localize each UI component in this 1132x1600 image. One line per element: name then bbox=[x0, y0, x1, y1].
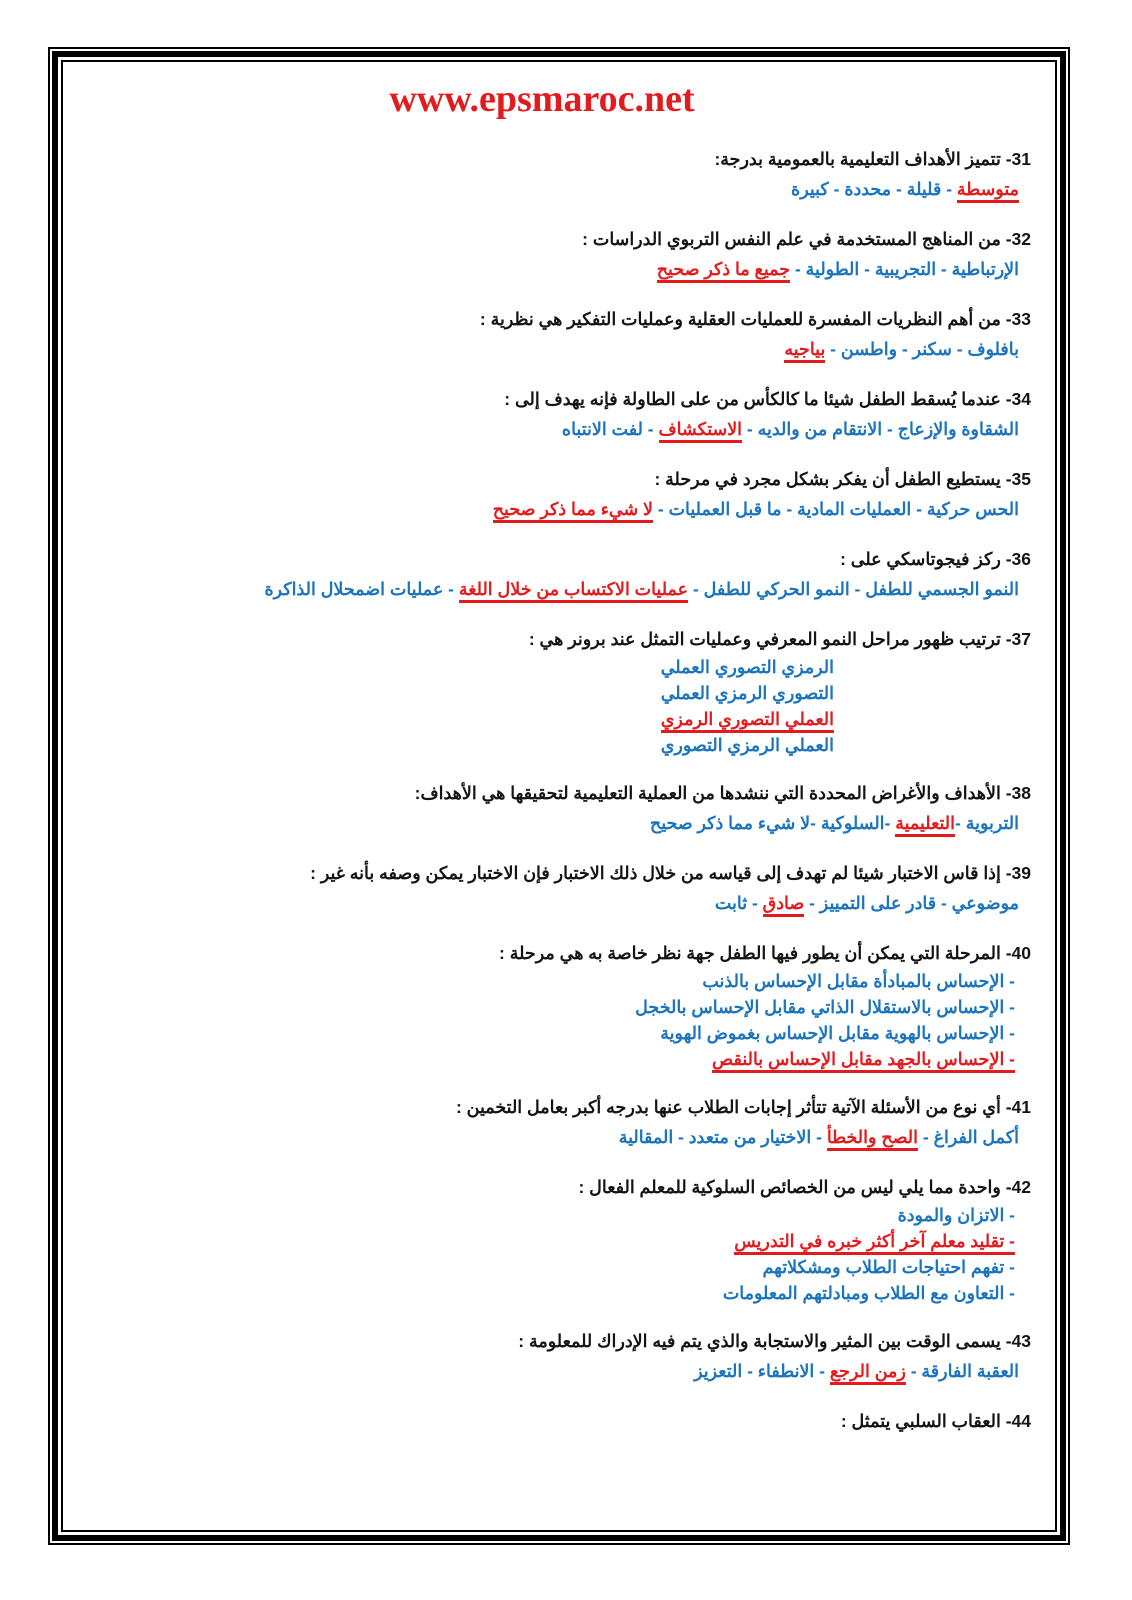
answer-option: واطسن bbox=[840, 339, 898, 359]
correct-answer: - الإحساس بالجهد مقابل الإحساس بالنقص bbox=[712, 1049, 1015, 1073]
correct-answer: لا شيء مما ذكر صحيح bbox=[493, 499, 653, 523]
answer-option: ما قبل العمليات bbox=[668, 499, 782, 519]
answer-option: بافلوف bbox=[967, 339, 1019, 359]
question-text: 31- تتميز الأهداف التعليمية بالعمومية بدرجة: bbox=[714, 149, 1031, 169]
answer-option: كبيرة bbox=[791, 179, 829, 199]
option-line bbox=[93, 654, 1031, 680]
answer-option: قليلة bbox=[906, 179, 942, 199]
correct-answer: زمن الرجع bbox=[830, 1361, 906, 1385]
option-line bbox=[93, 1046, 1031, 1072]
option-line bbox=[93, 968, 1031, 994]
page-frame-inner-line bbox=[61, 60, 1057, 1532]
answer-option: النمو الحركي للطفل bbox=[703, 579, 850, 599]
answer-option: سكنر bbox=[912, 339, 952, 359]
answer-option: - الإحساس بالمبادأة مقابل الإحساس بالذنب bbox=[702, 971, 1015, 991]
answers-line: موضوعي - قادر على التمييز - صادق - ثابت bbox=[93, 888, 1031, 918]
question-block-38 bbox=[93, 778, 1031, 838]
question-text: 39- إذا قاس الاختبار شيئا لم تهدف إلى قياسه من خلال ذلك الاختبار فإن الاختبار يمكن وصفه بأنه غير : bbox=[310, 863, 1031, 883]
correct-answer: الاستكشاف bbox=[659, 419, 743, 443]
question-block-42 bbox=[93, 1172, 1031, 1306]
question-block-39 bbox=[93, 858, 1031, 918]
answer-option: المقالية bbox=[618, 1127, 674, 1147]
page-frame-middle-line bbox=[52, 51, 1066, 1541]
correct-answer: العملي التصوري الرمزي bbox=[661, 709, 834, 733]
answer-option: - الاتزان والمودة bbox=[897, 1205, 1015, 1225]
answers-line: متوسطة - قليلة - محددة - كبيرة bbox=[93, 174, 1031, 204]
answer-option: الانطفاء bbox=[757, 1361, 815, 1381]
answers-line: النمو الجسمي للطفل - النمو الحركي للطفل - عمليات الاكتساب من خلال اللغة - عمليات اضمحلال الذاكرة bbox=[93, 574, 1031, 604]
answer-option: - الإحساس بالاستقلال الذاتي مقابل الإحساس بالخجل bbox=[635, 997, 1015, 1017]
correct-answer: التعليمية bbox=[895, 813, 955, 837]
option-line bbox=[93, 680, 1031, 706]
answer-option: - التعاون مع الطلاب ومبادلتهم المعلومات bbox=[722, 1283, 1015, 1303]
page-frame bbox=[48, 47, 1070, 1545]
option-line bbox=[93, 1202, 1031, 1228]
question-block-37 bbox=[93, 624, 1031, 758]
correct-answer: بياجيه bbox=[784, 339, 825, 363]
answer-option: محددة bbox=[844, 179, 892, 199]
answers-line: التربوية -التعليمية -السلوكية -لا شيء مما ذكر صحيح bbox=[93, 808, 1031, 838]
question-block-36 bbox=[93, 544, 1031, 604]
answer-option: الشقاوة والإزعاج bbox=[897, 419, 1019, 439]
answer-option: العقبة الفارقة bbox=[921, 1361, 1019, 1381]
question-block-40 bbox=[93, 938, 1031, 1072]
option-line bbox=[93, 1254, 1031, 1280]
question-text: 33- من أهم النظريات المفسرة للعمليات العقلية وعمليات التفكير هي نظرية : bbox=[479, 309, 1031, 329]
question-text: 37- ترتيب ظهور مراحل النمو المعرفي وعمليات التمثل عند برونر هي : bbox=[528, 629, 1031, 649]
question-block-34 bbox=[93, 384, 1031, 444]
question-block-44 bbox=[93, 1406, 1031, 1436]
option-line bbox=[93, 994, 1031, 1020]
question-block-41 bbox=[93, 1092, 1031, 1152]
answers-line: أكمل الفراغ - الصح والخطأ - الاختيار من متعدد - المقالية bbox=[93, 1122, 1031, 1152]
correct-answer: متوسطة bbox=[957, 179, 1019, 203]
answer-option: الانتقام من والديه bbox=[757, 419, 883, 439]
answers-line: الشقاوة والإزعاج - الانتقام من والديه - الاستكشاف - لفت الانتباه bbox=[93, 414, 1031, 444]
answers-line: بافلوف - سكنر - واطسن - بياجيه bbox=[93, 334, 1031, 364]
answer-option: قادر على التمييز bbox=[819, 893, 937, 913]
answer-option: التصوري الرمزي العملي bbox=[660, 683, 834, 703]
question-text: 36- ركز فيجوتاسكي على : bbox=[840, 549, 1031, 569]
option-line bbox=[93, 1228, 1031, 1254]
answer-option: أكمل الفراغ bbox=[933, 1127, 1019, 1147]
site-url-header: www.epsmaroc.net bbox=[389, 78, 695, 120]
question-text: 34- عندما يُسقط الطفل شيئا ما كالكأس من على الطاولة فإنه يهدف إلى : bbox=[504, 389, 1031, 409]
option-line bbox=[93, 1020, 1031, 1046]
answer-option: - تفهم احتياجات الطلاب ومشكلاتهم bbox=[762, 1257, 1015, 1277]
answer-option: الإرتباطية bbox=[951, 259, 1019, 279]
question-block-43 bbox=[93, 1326, 1031, 1386]
answer-option: النمو الجسمي للطفل bbox=[865, 579, 1019, 599]
correct-answer: - تقليد معلم آخر أكثر خبره في التدريس bbox=[734, 1231, 1015, 1255]
option-line bbox=[93, 732, 1031, 758]
question-block-32 bbox=[93, 224, 1031, 284]
question-block-35 bbox=[93, 464, 1031, 524]
question-text: 44- العقاب السلبي يتمثل : bbox=[840, 1411, 1031, 1431]
question-text: 43- يسمى الوقت بين المثير والاستجابة والذي يتم فيه الإدراك للمعلومة : bbox=[518, 1331, 1031, 1351]
question-text: 40- المرحلة التي يمكن أن يطور فيها الطفل جهة نظر خاصة به هي مرحلة : bbox=[499, 943, 1031, 963]
option-line bbox=[93, 706, 1031, 732]
question-text: 42- واحدة مما يلي ليس من الخصائص السلوكية للمعلم الفعال : bbox=[578, 1177, 1031, 1197]
answer-option: العملي الرمزي التصوري bbox=[660, 735, 834, 755]
answer-option: العمليات المادية bbox=[797, 499, 912, 519]
answer-option: عمليات اضمحلال الذاكرة bbox=[264, 579, 444, 599]
answer-option: لا شيء مما ذكر صحيح bbox=[649, 813, 811, 833]
option-line bbox=[93, 1280, 1031, 1306]
answers-line: العقبة الفارقة - زمن الرجع - الانطفاء - التعزيز bbox=[93, 1356, 1031, 1386]
answer-option: الرمزي التصوري العملي bbox=[660, 657, 834, 677]
correct-answer: جميع ما ذكر صحيح bbox=[657, 259, 790, 283]
answers-line: الحس حركية - العمليات المادية - ما قبل العمليات - لا شيء مما ذكر صحيح bbox=[93, 494, 1031, 524]
answer-option: التجريبية bbox=[874, 259, 937, 279]
question-text: 32- من المناهج المستخدمة في علم النفس التربوي الدراسات : bbox=[582, 229, 1031, 249]
answer-option: الحس حركية bbox=[926, 499, 1019, 519]
questions-list bbox=[93, 144, 1031, 1436]
answer-option: التعزيز bbox=[694, 1361, 743, 1381]
correct-answer: صادق bbox=[763, 893, 805, 917]
answers-line: الإرتباطية - التجريبية - الطولية - جميع ما ذكر صحيح bbox=[93, 254, 1031, 284]
question-text: 41- أي نوع من الأسئلة الآتية تتأثر إجابات الطلاب عنها بدرجه أكبر بعامل التخمين : bbox=[455, 1097, 1031, 1117]
answer-option: موضوعي bbox=[951, 893, 1019, 913]
correct-answer: الصح والخطأ bbox=[827, 1127, 918, 1151]
answer-option: - الإحساس بالهوية مقابل الإحساس بغموض الهوية bbox=[660, 1023, 1015, 1043]
answer-option: السلوكية bbox=[820, 813, 885, 833]
answer-option: الاختيار من متعدد bbox=[688, 1127, 812, 1147]
document-content bbox=[63, 62, 1055, 1530]
correct-answer: عمليات الاكتساب من خلال اللغة bbox=[459, 579, 688, 603]
answer-option: التربوية bbox=[965, 813, 1019, 833]
question-text: 38- الأهداف والأغراض المحددة التي ننشدها من العملية التعليمية لتحقيقها هي الأهداف: bbox=[414, 783, 1031, 803]
question-text: 35- يستطيع الطفل أن يفكر بشكل مجرد في مرحلة : bbox=[654, 469, 1031, 489]
answer-option: الطولية bbox=[805, 259, 860, 279]
answer-option: لفت الانتباه bbox=[561, 419, 643, 439]
question-block-33 bbox=[93, 304, 1031, 364]
answer-option: ثابت bbox=[714, 893, 748, 913]
question-block-31 bbox=[93, 144, 1031, 204]
